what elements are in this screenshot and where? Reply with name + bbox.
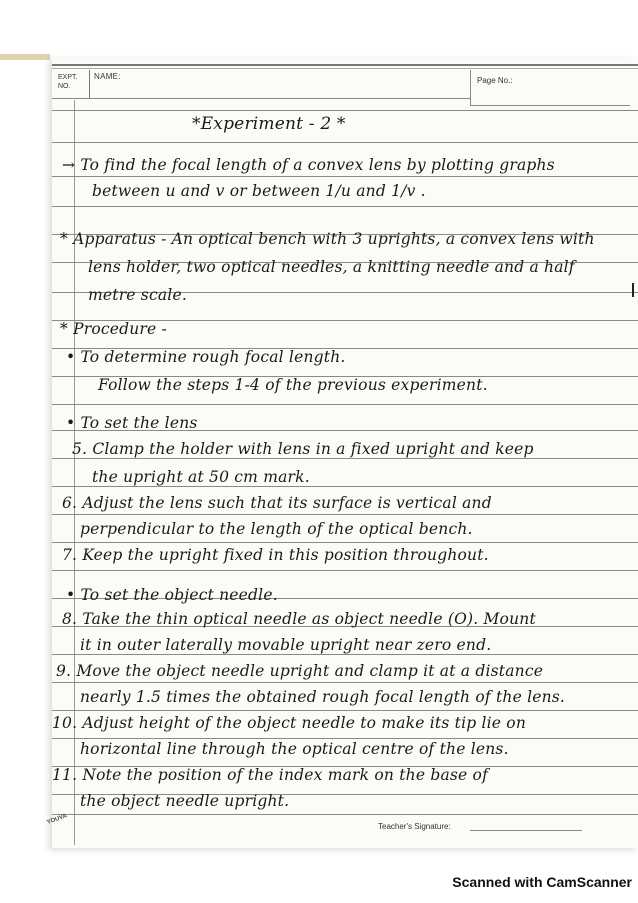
margin-line [74,100,75,845]
margin-mark [632,283,634,297]
page-edge-shadow [0,54,50,60]
step-set-lens: • To set the lens [66,414,198,432]
ruled-line [52,176,638,177]
step-11-line-1: 11. Note the position of the index mark on the base of [52,766,489,784]
header-rule [52,98,470,99]
experiment-title: *Experiment - 2 * [192,114,346,134]
step-set-object-needle: • To set the object needle. [66,586,278,604]
name-label: NAME: [94,72,121,81]
step-10-line-1: 10. Adjust height of the object needle to make its tip lie on [52,714,526,732]
ruled-line [52,514,638,515]
top-rule [52,64,638,66]
ruled-line [52,710,638,711]
step-follow-previous: Follow the steps 1-4 of the previous experiment. [98,376,488,394]
step-rough-focal-length: • To determine rough focal length. [66,348,346,366]
step-10-line-2: horizontal line through the optical centre of the lens. [80,740,509,758]
page-no-box [470,70,630,106]
ruled-line [52,682,638,683]
step-5-line-1: 5. Clamp the holder with lens in a fixed upright and keep [72,440,534,458]
ruled-line [52,654,638,655]
step-11-line-2: the object needle upright. [80,792,290,810]
procedure-heading: * Procedure - [60,320,167,338]
ruled-line [52,486,638,487]
ruled-line [52,142,638,143]
step-8-line-2: it in outer laterally movable upright near zero end. [80,636,492,654]
ruled-line [52,458,638,459]
ruled-line [52,814,638,815]
ruled-line [52,570,638,571]
ruled-line [52,110,638,111]
signature-line [470,830,582,831]
apparatus-line-3: metre scale. [88,286,187,304]
notebook-page [46,58,638,848]
step-6-line-1: 6. Adjust the lens such that its surface is vertical and [62,494,492,512]
apparatus-line-1: * Apparatus - An optical bench with 3 uprights, a convex lens with [60,230,595,248]
ruled-line [52,738,638,739]
scanner-watermark: Scanned with CamScanner [452,874,632,890]
teacher-signature-label: Teacher's Signature: [378,822,451,831]
step-9-line-2: nearly 1.5 times the obtained rough focal length of the lens. [80,688,566,706]
aim-line-1: → To find the focal length of a convex lens by plotting graphs [62,156,555,174]
step-9-line-1: 9. Move the object needle upright and clamp it at a distance [56,662,544,680]
step-8-line-1: 8. Take the thin optical needle as object needle (O). Mount [62,610,536,628]
brand-logo: YOUVA [46,813,68,826]
step-5-line-2: the upright at 50 cm mark. [92,468,310,486]
expt-no-label: EXPT. NO. [56,70,90,98]
ruled-line [52,542,638,543]
ruled-line [52,404,638,405]
apparatus-line-2: lens holder, two optical needles, a knitting needle and a half [88,258,575,276]
ruled-line [52,206,638,207]
top-rule-thin [52,68,638,69]
step-6-line-2: perpendicular to the length of the optical bench. [80,520,473,538]
step-7: 7. Keep the upright fixed in this position throughout. [62,546,489,564]
aim-line-2: between u and v or between 1/u and 1/v . [92,182,426,200]
page-no-label: Page No.: [477,76,513,85]
